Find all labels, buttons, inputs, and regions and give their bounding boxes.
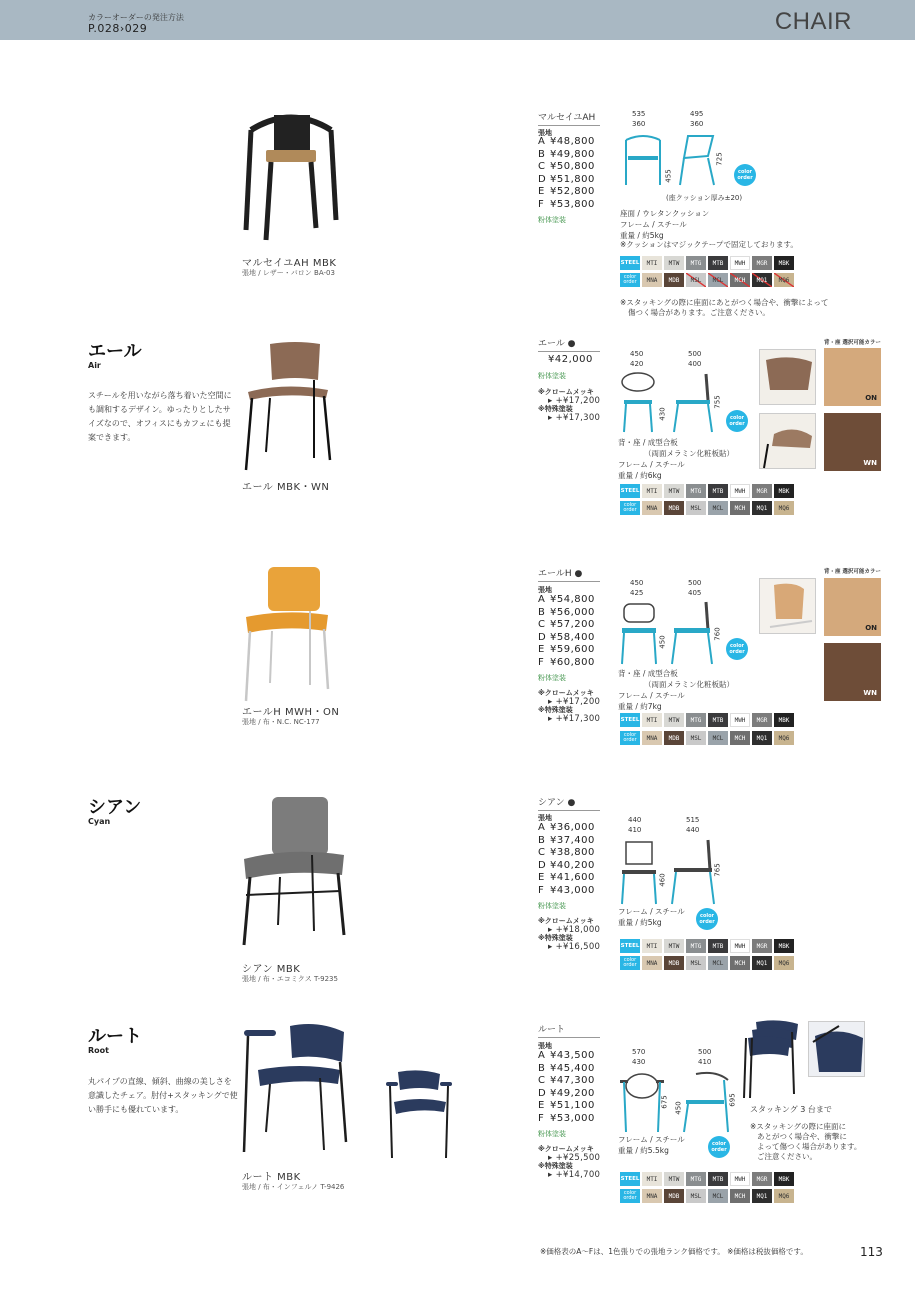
- price-grade: F: [538, 198, 545, 210]
- swatch-mq6[interactable]: MQ6: [774, 1189, 794, 1203]
- swatch-mgr[interactable]: MGR: [752, 256, 772, 270]
- cyan-dim-d: 515: [686, 816, 700, 824]
- air-opt1-value: ▸ +¥17,200: [548, 396, 601, 406]
- air-dim-ws: 420: [630, 360, 644, 368]
- swatch-mbk[interactable]: MBK: [774, 713, 794, 727]
- price-grade: C: [538, 619, 546, 631]
- price-row: [538, 822, 595, 835]
- footer-note: ※価格表のA～Fは、1色張りでの張地ランク価格です。 ※価格は税抜価格です。: [540, 1247, 808, 1256]
- root-model: ルート: [538, 1022, 600, 1038]
- cyan-dimension-drawing: [616, 838, 726, 908]
- price-row: [538, 1100, 595, 1113]
- swatch-mna[interactable]: MNA: [642, 731, 662, 745]
- color-order-label: color order: [620, 956, 640, 970]
- swatch-mgr[interactable]: MGR: [752, 713, 772, 727]
- header-subtitle: カラーオーダーの発注方法: [88, 13, 184, 22]
- air-color-header: 背・座 選択可能カラー: [824, 340, 881, 346]
- price-row: [538, 1088, 595, 1101]
- airh-price-list: [538, 594, 595, 670]
- swatch-mq1[interactable]: MQ1: [752, 501, 772, 515]
- root-price-header: 張地: [538, 1042, 552, 1050]
- root-dim-h: 450: [674, 1101, 683, 1115]
- swatch-mq1[interactable]: MQ1: [752, 731, 772, 745]
- cyan-opt1-value: ▸ +¥18,000: [548, 925, 601, 935]
- air-dimension-drawing: [616, 370, 726, 436]
- root-opt1-value: ▸ +¥25,500: [548, 1153, 601, 1163]
- root-caption: ルート MBK: [242, 1172, 301, 1183]
- price-row: [538, 199, 595, 212]
- price-grade: C: [538, 161, 546, 173]
- root-price-list: [538, 1050, 595, 1126]
- swatch-mti[interactable]: MTI: [642, 713, 662, 727]
- marseille-note2: ※スタッキングの際に座面にあとがつく場合や、衝撃によって: [620, 298, 829, 307]
- cyan-dim-ds: 440: [686, 826, 700, 834]
- cyan-spec: フレーム / スチール 重量 / 約5kg: [618, 907, 685, 927]
- cyan-caption-sub: 張地 / 布・エコミクス T-9235: [242, 975, 338, 983]
- price-value: ¥37,400: [550, 834, 595, 846]
- air-price: ¥42,000: [548, 354, 593, 365]
- root-swatches-row1: [620, 1172, 794, 1186]
- swatch-mdb[interactable]: MDB: [664, 731, 684, 745]
- cyan-opt1-header: ※クロームメッキ: [538, 917, 594, 925]
- cyan-color-order-badge[interactable]: color order: [696, 908, 718, 930]
- cyan-title-en: Cyan: [88, 817, 111, 826]
- air-description: スチールを用いながら落ち着いた空間にも調和するデザイン。ゆったりとしたサイズなので、オフィスにもカフェにも提案できます。: [88, 391, 232, 442]
- swatch-mtw[interactable]: MTW: [664, 1172, 684, 1186]
- swatch-mch[interactable]: MCH: [730, 731, 750, 745]
- air-opt2-header: ※特殊塗装: [538, 405, 573, 413]
- page-number: 113: [860, 1245, 883, 1259]
- price-grade: C: [538, 1075, 546, 1087]
- price-row: [538, 161, 595, 174]
- price-grade: D: [538, 1087, 547, 1099]
- swatch-mtb[interactable]: MTB: [708, 484, 728, 498]
- swatch-mwh[interactable]: MWH: [730, 939, 750, 953]
- price-value: ¥56,000: [550, 606, 595, 618]
- swatch-mna[interactable]: MNA: [642, 501, 662, 515]
- price-row: [538, 860, 595, 873]
- price-row: [538, 1050, 595, 1063]
- cyan-price-list: [538, 822, 595, 898]
- price-value: ¥57,200: [550, 619, 595, 631]
- marseille-swatches-row1: [620, 256, 794, 270]
- swatch-mcl[interactable]: MCL: [708, 956, 728, 970]
- price-grade: D: [538, 631, 547, 643]
- airh-detail-photo: [759, 578, 816, 634]
- air-wood-wn: WN: [824, 413, 881, 471]
- color-order-label: color order: [620, 731, 640, 745]
- swatch-msl[interactable]: MSL: [686, 501, 706, 515]
- marseille-caption: マルセイユAH MBK: [242, 258, 337, 269]
- swatch-mtb[interactable]: MTB: [708, 939, 728, 953]
- marseille-dim-ht: 725: [715, 152, 724, 166]
- root-title-en: Root: [88, 1046, 109, 1055]
- steel-label: STEEL: [620, 484, 640, 498]
- cyan-opt2-value: ▸ +¥16,500: [548, 942, 601, 952]
- swatch-mtg[interactable]: MTG: [686, 256, 706, 270]
- air-swatches-row1: [620, 484, 794, 498]
- airh-wood-wn: WN: [824, 643, 881, 701]
- price-row: [538, 619, 595, 632]
- price-value: ¥58,400: [550, 631, 595, 643]
- swatch-mtb[interactable]: MTB: [708, 713, 728, 727]
- root-dim-ht: 695: [728, 1093, 737, 1107]
- swatch-mbk[interactable]: MBK: [774, 939, 794, 953]
- root-detail-photo: [808, 1021, 865, 1077]
- airh-opt2-value: ▸ +¥17,300: [548, 714, 601, 724]
- marseille-color-order-badge[interactable]: color order: [734, 164, 756, 186]
- price-row: [538, 607, 595, 620]
- price-grade: C: [538, 847, 546, 859]
- price-value: ¥36,000: [550, 822, 595, 833]
- swatch-mdb[interactable]: MDB: [664, 273, 684, 287]
- swatch-mcl[interactable]: MCL: [708, 501, 728, 515]
- swatch-msl[interactable]: MSL: [686, 956, 706, 970]
- price-grade: D: [538, 859, 547, 871]
- swatch-mna[interactable]: MNA: [642, 273, 662, 287]
- marseille-dim-w: 535: [632, 110, 646, 118]
- air-wood-on: ON: [824, 348, 881, 406]
- cyan-swatches-row2: [620, 956, 794, 970]
- air-title-en: Air: [88, 361, 101, 370]
- swatch-mtw[interactable]: MTW: [664, 256, 684, 270]
- swatch-mch[interactable]: MCH: [730, 501, 750, 515]
- swatch-mwh[interactable]: MWH: [730, 1172, 750, 1186]
- price-grade: F: [538, 884, 545, 896]
- swatch-mcl[interactable]: MCL: [708, 731, 728, 745]
- airh-swatches-row1: [620, 713, 794, 727]
- air-dim-w: 450: [630, 350, 644, 358]
- air-dim-d: 500: [688, 350, 702, 358]
- cyan-dim-h: 460: [658, 873, 667, 887]
- price-value: ¥45,400: [550, 1062, 595, 1074]
- price-grade: F: [538, 1112, 545, 1124]
- price-grade: E: [538, 186, 545, 198]
- swatch-msl[interactable]: MSL: [686, 1189, 706, 1203]
- price-value: ¥50,800: [550, 161, 595, 173]
- price-row: [538, 1063, 595, 1076]
- airh-chair-image: [240, 565, 340, 705]
- swatch-mna[interactable]: MNA: [642, 956, 662, 970]
- price-row: [538, 174, 595, 187]
- price-value: ¥38,800: [550, 847, 595, 859]
- price-value: ¥40,200: [550, 859, 595, 871]
- airh-model: エールH ●: [538, 566, 600, 582]
- air-chair-image: [240, 340, 340, 475]
- airh-color-header: 背・座 選択可能カラー: [824, 569, 881, 575]
- air-powder: 粉体塗装: [538, 372, 566, 380]
- swatch-mq6[interactable]: MQ6: [774, 501, 794, 515]
- marseille-caption-sub: 張地 / レザー・バロン BA-03: [242, 269, 335, 277]
- price-grade: A: [538, 136, 546, 147]
- price-grade: E: [538, 644, 545, 656]
- airh-dim-ht: 760: [713, 627, 722, 641]
- root-stack-label: スタッキング 3 台まで: [750, 1105, 832, 1114]
- price-row: [538, 872, 595, 885]
- airh-dim-ds: 405: [688, 589, 702, 597]
- swatch-mq1[interactable]: MQ1: [752, 273, 772, 287]
- swatch-mch[interactable]: MCH: [730, 273, 750, 287]
- steel-label: STEEL: [620, 256, 640, 270]
- marseille-model: マルセイユAH: [538, 110, 600, 126]
- root-dim-d: 500: [698, 1048, 712, 1056]
- swatch-mtb[interactable]: MTB: [708, 256, 728, 270]
- airh-caption: エールH MWH・ON: [242, 707, 340, 718]
- swatch-mq1[interactable]: MQ1: [752, 1189, 772, 1203]
- root-stacking-image: [740, 1018, 800, 1100]
- header-pages[interactable]: P.028›029: [88, 22, 148, 35]
- swatch-mgr[interactable]: MGR: [752, 484, 772, 498]
- airh-dim-d: 500: [688, 579, 702, 587]
- swatch-mch[interactable]: MCH: [730, 956, 750, 970]
- swatch-mti[interactable]: MTI: [642, 939, 662, 953]
- airh-opt1-header: ※クロームメッキ: [538, 689, 594, 697]
- air-dim-ht: 755: [713, 395, 722, 409]
- root-title: ルート: [88, 1026, 142, 1047]
- price-row: [538, 1075, 595, 1088]
- marseille-dim-ds: 360: [690, 120, 704, 128]
- swatch-mtg[interactable]: MTG: [686, 713, 706, 727]
- root-swatches-row2: [620, 1189, 794, 1203]
- root-color-order-badge[interactable]: color order: [708, 1136, 730, 1158]
- cyan-chair-image: [240, 795, 350, 950]
- air-detail-photo-2: [759, 413, 816, 469]
- swatch-mq1[interactable]: MQ1: [752, 956, 772, 970]
- swatch-msl[interactable]: MSL: [686, 273, 706, 287]
- root-description: 丸パイプの直線、傾斜、曲線の美しさを意識したチェア。肘付+スタッキングで使い勝手にも優れています。: [88, 1077, 238, 1114]
- root-opt1-header: ※クロームメッキ: [538, 1145, 594, 1153]
- swatch-mtw[interactable]: MTW: [664, 713, 684, 727]
- swatch-mgr[interactable]: MGR: [752, 939, 772, 953]
- swatch-mcl[interactable]: MCL: [708, 273, 728, 287]
- price-row: [538, 149, 595, 162]
- air-spec: 背・座 / 成型合板 （両面メラミン化粧板貼） フレーム / スチール 重量 / 約6kg: [618, 438, 734, 480]
- cyan-swatches-row1: [620, 939, 794, 953]
- swatch-mtg[interactable]: MTG: [686, 939, 706, 953]
- color-order-label: color order: [620, 273, 640, 287]
- root-opt2-value: ▸ +¥14,700: [548, 1170, 601, 1180]
- swatch-mdb[interactable]: MDB: [664, 1189, 684, 1203]
- price-row: [538, 594, 595, 607]
- root-dim-w: 570: [632, 1048, 646, 1056]
- swatch-mq6[interactable]: MQ6: [774, 273, 794, 287]
- price-grade: B: [538, 148, 546, 160]
- root-dim-arm: 675: [660, 1095, 669, 1109]
- price-row: [538, 136, 595, 149]
- swatch-mcl[interactable]: MCL: [708, 1189, 728, 1203]
- air-opt2-value: ▸ +¥17,300: [548, 413, 601, 423]
- cyan-opt2-header: ※特殊塗装: [538, 934, 573, 942]
- swatch-mbk[interactable]: MBK: [774, 484, 794, 498]
- marseille-spec: 座面 / ウレタンクッション フレーム / スチール 重量 / 約5kg: [620, 209, 710, 240]
- root-powder: 粉体塗装: [538, 1130, 566, 1138]
- price-grade: A: [538, 822, 546, 833]
- air-caption: エール MBK・WN: [242, 482, 330, 493]
- airh-dim-h: 450: [658, 635, 667, 649]
- root-note1: ※スタッキングの際に座面に: [750, 1122, 847, 1131]
- swatch-mbk[interactable]: MBK: [774, 256, 794, 270]
- price-value: ¥59,600: [550, 644, 595, 656]
- price-grade: A: [538, 1050, 546, 1061]
- cyan-title: シアン: [88, 797, 142, 818]
- cyan-dim-w: 440: [628, 816, 642, 824]
- swatch-mwh[interactable]: MWH: [730, 256, 750, 270]
- price-value: ¥51,100: [550, 1100, 595, 1112]
- color-order-label: color order: [620, 501, 640, 515]
- root-caption-sub: 張地 / 布・インフェルノ T-9426: [242, 1183, 345, 1191]
- cyan-price-header: 張地: [538, 814, 552, 822]
- price-row: [538, 632, 595, 645]
- price-grade: E: [538, 1100, 545, 1112]
- root-chair-image: [240, 1022, 355, 1162]
- marseille-swatches-row2: [620, 273, 794, 287]
- price-value: ¥53,800: [550, 198, 595, 210]
- marseille-price-list: [538, 136, 595, 212]
- marseille-cushion-note: (座クッション厚み±20): [666, 194, 743, 202]
- price-value: ¥43,500: [550, 1050, 595, 1061]
- category-title: CHAIR: [774, 8, 852, 35]
- cyan-caption: シアン MBK: [242, 964, 301, 975]
- price-value: ¥54,800: [550, 594, 595, 605]
- air-opt1-header: ※クロームメッキ: [538, 388, 594, 396]
- swatch-mti[interactable]: MTI: [642, 1172, 662, 1186]
- cyan-dim-ws: 410: [628, 826, 642, 834]
- price-value: ¥41,600: [550, 872, 595, 884]
- root-dim-ws: 430: [632, 1058, 646, 1066]
- price-value: ¥47,300: [550, 1075, 595, 1087]
- root-spec: フレーム / スチール 重量 / 約5.5kg: [618, 1135, 685, 1155]
- price-value: ¥49,200: [550, 1087, 595, 1099]
- air-model: エール ●: [538, 336, 600, 352]
- marseille-dim-h: 455: [664, 169, 673, 183]
- marseille-powder: 粉体塗装: [538, 216, 566, 224]
- steel-label: STEEL: [620, 939, 640, 953]
- air-detail-photo-1: [759, 349, 816, 405]
- airh-swatches-row2: [620, 731, 794, 745]
- page-header: [0, 0, 915, 40]
- color-order-label: color order: [620, 1189, 640, 1203]
- price-grade: B: [538, 834, 546, 846]
- price-row: [538, 644, 595, 657]
- air-dim-h: 430: [658, 407, 667, 421]
- steel-label: STEEL: [620, 713, 640, 727]
- marseille-price-header: 張地: [538, 129, 552, 137]
- airh-powder: 粉体塗装: [538, 674, 566, 682]
- airh-price-header: 張地: [538, 586, 552, 594]
- swatch-mtw[interactable]: MTW: [664, 939, 684, 953]
- airh-dim-ws: 425: [630, 589, 644, 597]
- root-chair-image-2: [384, 1068, 454, 1164]
- swatch-mwh[interactable]: MWH: [730, 484, 750, 498]
- airh-opt1-value: ▸ +¥17,200: [548, 697, 601, 707]
- price-row: [538, 186, 595, 199]
- price-grade: D: [538, 173, 547, 185]
- price-value: ¥51,800: [550, 173, 595, 185]
- airh-color-order-badge[interactable]: color order: [726, 638, 748, 660]
- swatch-mtg[interactable]: MTG: [686, 484, 706, 498]
- swatch-mti[interactable]: MTI: [642, 484, 662, 498]
- swatch-mtb[interactable]: MTB: [708, 1172, 728, 1186]
- swatch-mwh[interactable]: MWH: [730, 713, 750, 727]
- swatch-mgr[interactable]: MGR: [752, 1172, 772, 1186]
- root-dim-ds: 410: [698, 1058, 712, 1066]
- marseille-dimension-drawing: [618, 130, 728, 192]
- air-swatches-row2: [620, 501, 794, 515]
- swatch-mbk[interactable]: MBK: [774, 1172, 794, 1186]
- swatch-mdb[interactable]: MDB: [664, 501, 684, 515]
- swatch-mq6[interactable]: MQ6: [774, 956, 794, 970]
- root-opt2-header: ※特殊塗装: [538, 1162, 573, 1170]
- price-grade: B: [538, 1062, 546, 1074]
- price-value: ¥53,000: [550, 1112, 595, 1124]
- cyan-dim-ht: 765: [713, 863, 722, 877]
- air-dim-ds: 400: [688, 360, 702, 368]
- price-grade: F: [538, 656, 545, 668]
- price-row: [538, 847, 595, 860]
- price-grade: B: [538, 606, 546, 618]
- airh-spec: 背・座 / 成型合板 （両面メラミン化粧板貼） フレーム / スチール 重量 / 約7kg: [618, 669, 734, 711]
- airh-wood-on: ON: [824, 578, 881, 636]
- swatch-mdb[interactable]: MDB: [664, 956, 684, 970]
- price-grade: A: [538, 594, 546, 605]
- root-note2: あとがつく場合や、衝撃に: [757, 1132, 847, 1141]
- swatch-msl[interactable]: MSL: [686, 731, 706, 745]
- air-color-order-badge[interactable]: color order: [726, 410, 748, 432]
- swatch-mtg[interactable]: MTG: [686, 1172, 706, 1186]
- price-row: [538, 885, 595, 898]
- price-row: [538, 1113, 595, 1126]
- marseille-chair-image: [236, 100, 346, 250]
- price-value: ¥48,800: [550, 136, 595, 147]
- airh-dim-w: 450: [630, 579, 644, 587]
- cyan-model: シアン ●: [538, 795, 600, 811]
- cyan-powder: 粉体塗装: [538, 902, 566, 910]
- steel-label: STEEL: [620, 1172, 640, 1186]
- swatch-mna[interactable]: MNA: [642, 1189, 662, 1203]
- marseille-dim-d: 495: [690, 110, 704, 118]
- marseille-note1: ※クッションはマジックテープで固定しております。: [620, 240, 798, 249]
- price-row: [538, 657, 595, 670]
- root-note3: よって傷つく場合があります。: [757, 1142, 862, 1151]
- swatch-mq6[interactable]: MQ6: [774, 731, 794, 745]
- price-row: [538, 835, 595, 848]
- price-value: ¥49,800: [550, 148, 595, 160]
- price-value: ¥60,800: [550, 656, 595, 668]
- swatch-mti[interactable]: MTI: [642, 256, 662, 270]
- marseille-note3: 傷つく場合があります。ご注意ください。: [628, 308, 770, 317]
- airh-caption-sub: 張地 / 布・N.C. NC-177: [242, 718, 320, 726]
- price-value: ¥52,800: [550, 186, 595, 198]
- airh-dimension-drawing: [616, 600, 726, 668]
- marseille-dim-ws: 360: [632, 120, 646, 128]
- price-grade: E: [538, 872, 545, 884]
- price-value: ¥43,000: [550, 884, 595, 896]
- swatch-mtw[interactable]: MTW: [664, 484, 684, 498]
- airh-opt2-header: ※特殊塗装: [538, 706, 573, 714]
- swatch-mch[interactable]: MCH: [730, 1189, 750, 1203]
- root-note4: ご注意ください。: [757, 1152, 817, 1161]
- air-title: エール: [88, 341, 142, 362]
